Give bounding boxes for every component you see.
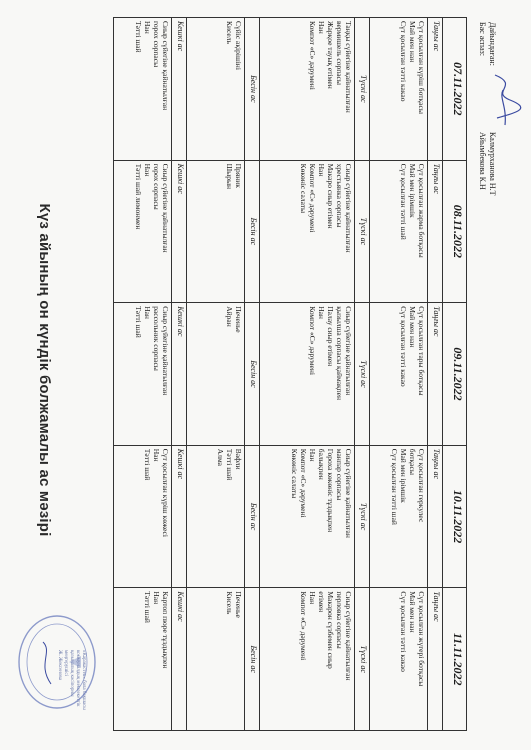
menu-item: Печенье bbox=[233, 306, 243, 333]
menu-item: Палау сиыр етімен bbox=[325, 306, 335, 367]
dinner-items bbox=[114, 18, 172, 161]
menu-item: Сиыр сүйегіне қайнатылған bbox=[343, 591, 353, 681]
date-row bbox=[443, 18, 467, 731]
menu-item: Кисель bbox=[224, 21, 234, 44]
menu-item: Нан bbox=[316, 163, 326, 177]
date-header: 10.11.2022 bbox=[443, 445, 467, 588]
menu-item: Компот «С» дәруменi bbox=[307, 21, 317, 90]
lunch-items bbox=[260, 588, 354, 731]
menu-item: Нан bbox=[307, 591, 317, 605]
snack-row bbox=[187, 18, 245, 731]
menu-item: Печенье bbox=[233, 591, 243, 618]
dinner-items bbox=[114, 303, 172, 446]
menu-item: перловка сорпасы bbox=[334, 591, 344, 649]
snack-items bbox=[187, 303, 245, 446]
menu-item: Май мен ірімшік bbox=[407, 163, 417, 218]
menu-item: Тәтті шай bbox=[142, 591, 152, 623]
menu-item: Сиыр сүйегіне қайнатылған bbox=[160, 306, 170, 396]
menu-item: Макаро сиыр етімен bbox=[325, 163, 335, 229]
menu-item: Сүйіс ақірішіні bbox=[233, 21, 243, 70]
menu-item: Компот «С» дәруменi bbox=[298, 591, 308, 661]
menu-item: горох сорпасы bbox=[151, 163, 161, 210]
signature-block bbox=[475, 22, 515, 322]
menu-item: вермишель сорпасы bbox=[334, 21, 344, 85]
date-header: 11.11.2022 bbox=[443, 588, 467, 731]
menu-item: Пряник bbox=[233, 163, 243, 188]
date-header: 07.11.2022 bbox=[443, 18, 467, 161]
dinner-label: Кешкі ас bbox=[171, 18, 187, 161]
menu-item: етімен bbox=[316, 591, 326, 613]
menu-item: Сүт қосылған тәтті какао bbox=[398, 21, 408, 102]
menu-item: Тәтті шай bbox=[133, 21, 143, 53]
lunch-label: Түскі ас bbox=[354, 18, 370, 161]
menu-item: Нан bbox=[307, 448, 317, 462]
breakfast-items bbox=[370, 160, 428, 303]
menu-item: Сүт қосылған тәтті какао bbox=[398, 591, 408, 672]
menu-item: Сиыр сүйегіне қайнатылған bbox=[343, 163, 353, 253]
lunch-items bbox=[260, 303, 354, 446]
breakfast-items bbox=[370, 303, 428, 446]
menu-item: хрестьянка сорпасы bbox=[334, 163, 344, 228]
snack-label: Бесін ас bbox=[244, 18, 260, 161]
menu-item: Ж. Жексенова bbox=[57, 650, 62, 680]
lunch-label: Түскі ас bbox=[354, 588, 370, 731]
menu-item: Тәтті шай bbox=[224, 448, 234, 481]
menu-item: Сүт қосылған тары ботқасы bbox=[416, 306, 426, 396]
menu-item: Май мен нан bbox=[407, 306, 417, 348]
snack-items bbox=[187, 445, 245, 588]
signature-label: Бас аспаз: bbox=[478, 22, 487, 57]
dinner-row bbox=[114, 18, 172, 731]
breakfast-label: Таңғы ас bbox=[427, 18, 443, 161]
snack-label: Бесін ас bbox=[244, 588, 260, 731]
menu-item: «Каракастек» бала бақшасы bbox=[81, 650, 86, 710]
menu-item: қазыналық кәсіпорны bbox=[69, 650, 74, 697]
menu-item: Жарқое тауық етімен bbox=[325, 21, 335, 89]
menu-item: Көкөніс салаты bbox=[298, 163, 308, 214]
menu-item: Сүт қосылған геркулес bbox=[416, 448, 426, 523]
menu-item: горох сорпасы bbox=[151, 21, 161, 68]
breakfast-items bbox=[370, 18, 428, 161]
menu-item: Нан bbox=[142, 163, 152, 177]
dinner-label: Кешкі ас bbox=[171, 303, 187, 446]
menu-item: Сиыр сүйегіне қайнатылған bbox=[343, 306, 353, 396]
menu-item: Алма bbox=[215, 448, 225, 466]
menu-item: рассольник сорпасы bbox=[151, 306, 161, 371]
lunch-items bbox=[260, 18, 354, 161]
menu-item: Сүт қосылған тәтті шай bbox=[398, 163, 408, 240]
menu-item: меңгерушісі bbox=[63, 650, 68, 677]
menu-item: Айран bbox=[224, 306, 234, 327]
stamp-text bbox=[56, 650, 86, 750]
breakfast-label: Таңғы ас bbox=[427, 445, 443, 588]
menu-item: Тәтті шай bbox=[142, 448, 152, 481]
menu-item: Сүт қосылған күріш көжесі bbox=[160, 448, 170, 537]
menu-item: Нан bbox=[151, 448, 161, 462]
lunch-items bbox=[260, 445, 354, 588]
menu-item: Таңқы сүйегіне қайнатылған bbox=[343, 21, 353, 113]
menu-item: Нан bbox=[142, 21, 152, 34]
lunch-items bbox=[260, 160, 354, 303]
signature-name: Калмурханова Н.Т bbox=[488, 132, 497, 196]
menu-title: Күз айының он күндік болжамалы ас мәзірі bbox=[36, 203, 53, 537]
menu-item: Май мен нан bbox=[407, 21, 417, 63]
menu-item: Көкөніс салаты bbox=[289, 448, 299, 499]
signature-name: Айымбекова К.Н bbox=[478, 132, 487, 190]
snack-items bbox=[187, 588, 245, 731]
snack-label-row bbox=[244, 18, 260, 731]
snack-items bbox=[187, 18, 245, 161]
menu-item: Компот «С» дәруменi bbox=[307, 163, 317, 233]
menu-item: Сүт қосылған жүгері ботқасы bbox=[416, 591, 426, 687]
menu-item: ботқасы bbox=[407, 448, 417, 475]
menu-item: Шырын bbox=[224, 163, 234, 190]
lunch-label: Түскі ас bbox=[354, 160, 370, 303]
menu-item: Май мен ірімшік bbox=[398, 448, 408, 503]
breakfast-label-row bbox=[427, 18, 443, 731]
breakfast-items bbox=[370, 445, 428, 588]
menu-item: коммуналдық мемлекеттік bbox=[75, 650, 80, 707]
menu-item: Вафли bbox=[233, 448, 243, 470]
lunch-label: Түскі ас bbox=[354, 303, 370, 446]
breakfast-items bbox=[370, 588, 428, 731]
menu-item: балықпен bbox=[316, 448, 326, 480]
dinner-items bbox=[114, 160, 172, 303]
breakfast-label: Таңғы ас bbox=[427, 588, 443, 731]
menu-item: Макарон сүзбемен сиыр bbox=[325, 591, 335, 669]
dinner-label-row bbox=[171, 18, 187, 731]
snack-label: Бесін ас bbox=[244, 303, 260, 446]
menu-item: Сиыр сүйегіне қайнатылған bbox=[160, 21, 170, 111]
menu-item: Нан bbox=[316, 21, 326, 34]
menu-item: Картоп пюре тұздықпен bbox=[160, 591, 170, 669]
menu-item: манпар сорпасы bbox=[334, 448, 344, 501]
dinner-items bbox=[114, 588, 172, 731]
menu-item: Сүт қосылған жарма ботқасы bbox=[416, 163, 426, 258]
lunch-row bbox=[260, 18, 354, 731]
menu-item: Сүт қосылған тәтті шай bbox=[389, 448, 399, 525]
breakfast-label: Таңғы ас bbox=[427, 160, 443, 303]
lunch-label-row bbox=[354, 18, 370, 731]
signature-label: Дайындаған: bbox=[488, 22, 497, 66]
menu-item: Сиыр сүйегіне қайнатылған bbox=[160, 163, 170, 253]
handwritten-signature bbox=[485, 70, 525, 130]
date-header: 09.11.2022 bbox=[443, 303, 467, 446]
menu-item: Сүт қосылған күріш ботқасы bbox=[416, 21, 426, 114]
menu-item: Май мен нан bbox=[407, 591, 417, 633]
menu-item: Сиыр сүйегіне қайнатылған bbox=[343, 448, 353, 538]
snack-items bbox=[187, 160, 245, 303]
breakfast-label: Таңғы ас bbox=[427, 303, 443, 446]
menu-item: Компот «С» дәруменi bbox=[298, 448, 308, 518]
menu-item: қызылша сорпасы қаймақпен bbox=[334, 306, 344, 401]
snack-label: Бесін ас bbox=[244, 160, 260, 303]
menu-item: Нан bbox=[316, 306, 326, 319]
menu-item: Гороха көкөніс тұздықпен bbox=[325, 448, 335, 533]
menu-item: Кисель bbox=[224, 591, 234, 615]
dinner-items bbox=[114, 445, 172, 588]
menu-item: Нан bbox=[151, 591, 161, 605]
menu-item: Нан bbox=[142, 306, 152, 319]
menu-item: Сүт қосылған тәтті какао bbox=[398, 306, 408, 387]
dinner-label: Кешкі ас bbox=[171, 445, 187, 588]
dinner-label: Кешкі ас bbox=[171, 160, 187, 303]
breakfast-row bbox=[370, 18, 428, 731]
menu-item: Компот «С» дәруменi bbox=[307, 306, 317, 375]
date-header: 08.11.2022 bbox=[443, 160, 467, 303]
lunch-label: Түскі ас bbox=[354, 445, 370, 588]
menu-item: Тәтті шай лимонмен bbox=[133, 163, 143, 230]
menu-table bbox=[113, 17, 467, 731]
dinner-label: Кешкі ас bbox=[171, 588, 187, 731]
menu-item: Тәтті шай bbox=[133, 306, 143, 338]
snack-label: Бесін ас bbox=[244, 445, 260, 588]
